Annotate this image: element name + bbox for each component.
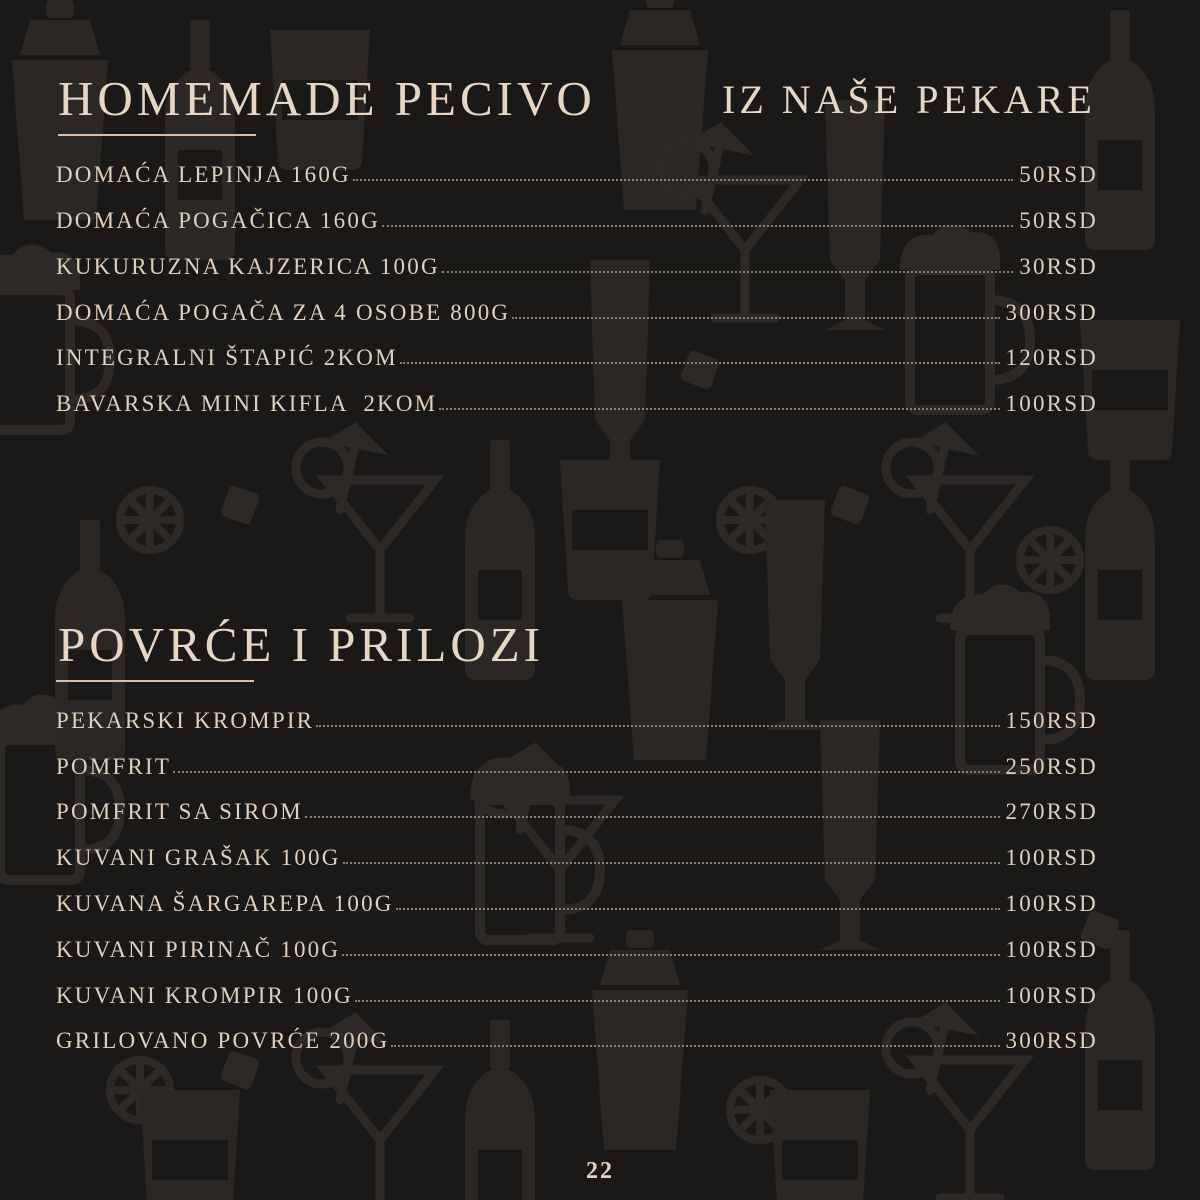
- section-title: HOMEMADE PECIVO: [58, 71, 596, 126]
- menu-item-price: 100RSD: [1005, 937, 1098, 962]
- menu-item-name: KUVANI GRAŠAK 100G: [56, 845, 341, 870]
- menu-item: [56, 795, 1098, 825]
- menu-item-name: DOMAĆA LEPINJA 160G: [56, 162, 351, 187]
- menu-item-price: 50RSD: [1019, 162, 1098, 187]
- menu-item-name: GRILOVANO POVRĆE 200G: [56, 1028, 390, 1053]
- menu-item-price: 300RSD: [1005, 1028, 1098, 1053]
- dot-leader: [342, 953, 999, 956]
- menu-item-name: INTEGRALNI ŠTAPIĆ 2KOM: [56, 345, 398, 370]
- menu-item-price: 270RSD: [1005, 799, 1098, 824]
- dot-leader: [173, 770, 999, 773]
- menu-item-name: PEKARSKI KROMPIR: [56, 708, 315, 733]
- menu-item-price: 100RSD: [1005, 391, 1098, 416]
- menu-item: [56, 887, 1098, 917]
- dot-leader: [396, 907, 1000, 910]
- menu-item-price: 300RSD: [1005, 300, 1098, 325]
- section-title: POVRĆE I PRILOZI: [58, 617, 544, 672]
- menu-item: [56, 1024, 1098, 1054]
- menu-item-price: 100RSD: [1005, 845, 1098, 870]
- menu-item-name: BAVARSKA MINI KIFLA 2KOM: [56, 391, 438, 416]
- menu-item-price: 50RSD: [1019, 208, 1098, 233]
- dot-leader: [316, 724, 999, 727]
- dot-leader: [343, 861, 1000, 864]
- menu-item-price: 100RSD: [1005, 983, 1098, 1008]
- dot-leader: [305, 815, 1000, 818]
- menu-item: [56, 979, 1098, 1009]
- menu-item-name: KUKURUZNA KAJZERICA 100G: [56, 254, 440, 279]
- title-underline: [56, 680, 254, 682]
- section-subtitle: IZ NAŠE PEKARE: [722, 77, 1096, 122]
- menu-item-price: 100RSD: [1005, 891, 1098, 916]
- menu-item-price: 250RSD: [1005, 754, 1098, 779]
- menu-item-name: DOMAĆA POGAČA ZA 4 OSOBE 800G: [56, 300, 511, 325]
- menu-item-name: DOMAĆA POGAČICA 160G: [56, 208, 380, 233]
- menu-item-name: KUVANI PIRINAČ 100G: [56, 937, 341, 962]
- menu-item-price: 120RSD: [1005, 345, 1098, 370]
- menu-item: [56, 841, 1098, 871]
- menu-item-name: POMFRIT SA SIROM: [56, 799, 303, 824]
- menu-item-price: 30RSD: [1019, 254, 1098, 279]
- menu-item-name: KUVANI KROMPIR 100G: [56, 983, 353, 1008]
- dot-leader: [391, 1044, 999, 1047]
- menu-item-name: KUVANA ŠARGAREPA 100G: [56, 891, 394, 916]
- menu-item: [56, 704, 1098, 734]
- dot-leader: [355, 999, 1000, 1002]
- menu-item-price: 150RSD: [1005, 708, 1098, 733]
- page-number: 22: [586, 1158, 614, 1184]
- menu-item-name: POMFRIT: [56, 754, 172, 779]
- menu-item: [56, 750, 1098, 780]
- menu-item: [56, 933, 1098, 963]
